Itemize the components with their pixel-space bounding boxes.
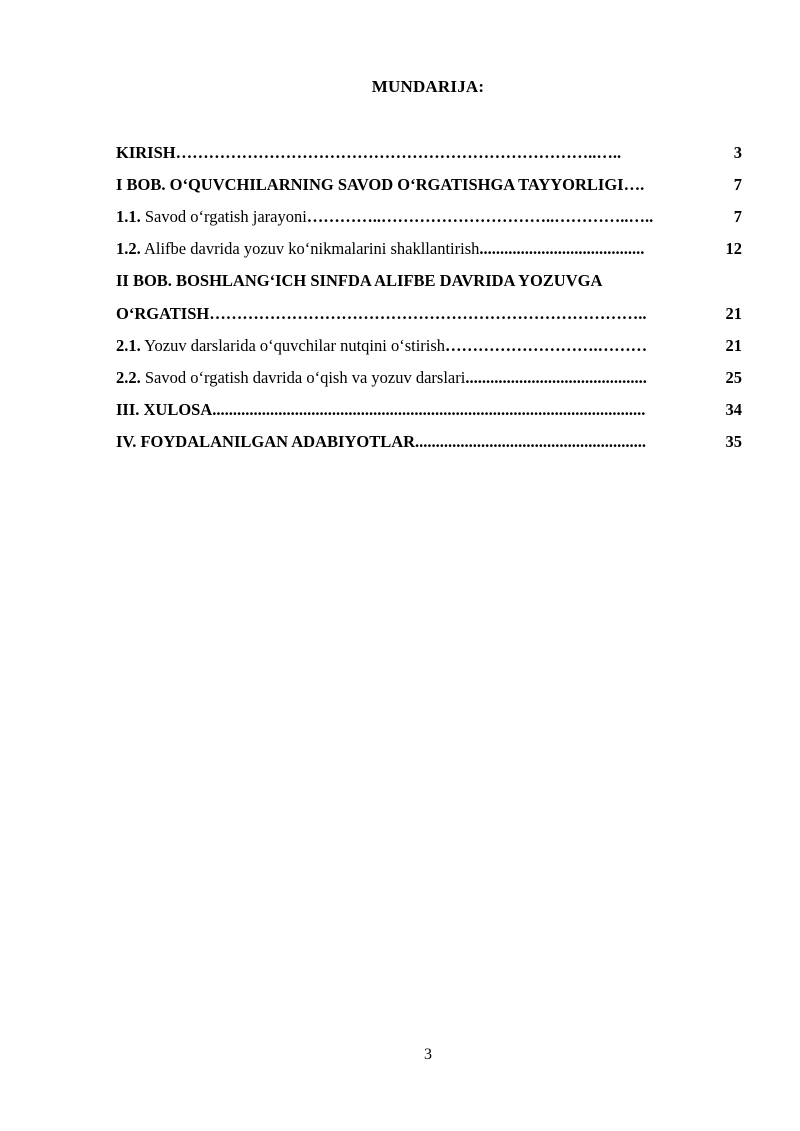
toc-entry-chapter-1[interactable]: [116, 174, 742, 195]
toc-leader-dots: ............................................: [465, 368, 647, 387]
toc-leader-dots: …………………………………………………………………..…..: [175, 143, 622, 162]
toc-page-number: 7: [733, 207, 742, 226]
toc-leader-dots: .........................................................................................................: [212, 400, 646, 419]
toc-page-number: 25: [725, 368, 742, 387]
toc-page-number: 21: [725, 336, 742, 355]
toc-page-number: 34: [725, 400, 742, 419]
toc-entry-section-1-2[interactable]: [116, 238, 742, 259]
toc-entry-text: IV. FOYDALANILGAN ADABIYOTLAR: [116, 432, 416, 451]
page-number: 3: [424, 1046, 432, 1063]
toc-entry-kirish[interactable]: [116, 142, 742, 163]
toc-entry-text: Yozuv darslarida o‘quvchilar nutqini o‘stirish: [140, 336, 446, 355]
toc-page-number: 35: [725, 432, 742, 451]
toc-section-number: 1.1.: [116, 207, 141, 226]
toc-entry-text: I BOB. O‘QUVCHILARNING SAVOD O‘RGATISHGA TAYYORLIGI: [116, 175, 624, 194]
page-title: MUNDARIJA:: [371, 77, 485, 96]
toc-section-number: 2.1.: [116, 336, 141, 355]
toc-section-number: 2.2.: [116, 368, 141, 387]
toc-entry-xulosa[interactable]: [116, 399, 742, 420]
toc-entry-adabiyotlar[interactable]: [116, 431, 742, 452]
toc-page-number: 7: [733, 175, 742, 194]
toc-leader-dots: ........................................: [479, 239, 645, 258]
toc-page-number: 3: [733, 143, 742, 162]
toc-entry-section-2-2[interactable]: [116, 367, 742, 388]
toc-entry-text: O‘RGATISH: [116, 304, 210, 323]
toc-leader-dots: ........................................................: [415, 432, 647, 451]
toc-leader-dots: ……………………….………: [445, 336, 648, 355]
table-of-contents: [116, 142, 742, 463]
toc-entry-section-2-1[interactable]: [116, 335, 742, 356]
toc-entry-text: III. XULOSA: [116, 400, 213, 419]
toc-entry-text: Savod o‘rgatish jarayoni: [140, 207, 307, 226]
toc-entry-text: KIRISH: [116, 143, 176, 162]
toc-page-number: 21: [725, 304, 742, 323]
toc-section-number: 1.2.: [116, 239, 141, 258]
toc-entry-text: Alifbe davrida yozuv ko‘nikmalarini shakllantirish: [140, 239, 480, 258]
toc-entry-section-1-1[interactable]: [116, 206, 742, 227]
toc-leader-dots: ….: [623, 175, 645, 194]
toc-entry-text: Savod o‘rgatish davrida o‘qish va yozuv darslari: [140, 368, 466, 387]
toc-entry-chapter-2-line-1[interactable]: [116, 270, 742, 291]
toc-entry-text: II BOB. BOSHLANG‘ICH SINFDA ALIFBE DAVRIDA YOZUVGA: [116, 271, 603, 290]
toc-leader-dots: …………..…………………………..…………..…..: [306, 207, 654, 226]
toc-entry-chapter-2-line-2[interactable]: [116, 303, 742, 324]
toc-page-number: 12: [725, 239, 742, 258]
toc-leader-dots: ……………………………………………………………………..: [209, 304, 647, 323]
